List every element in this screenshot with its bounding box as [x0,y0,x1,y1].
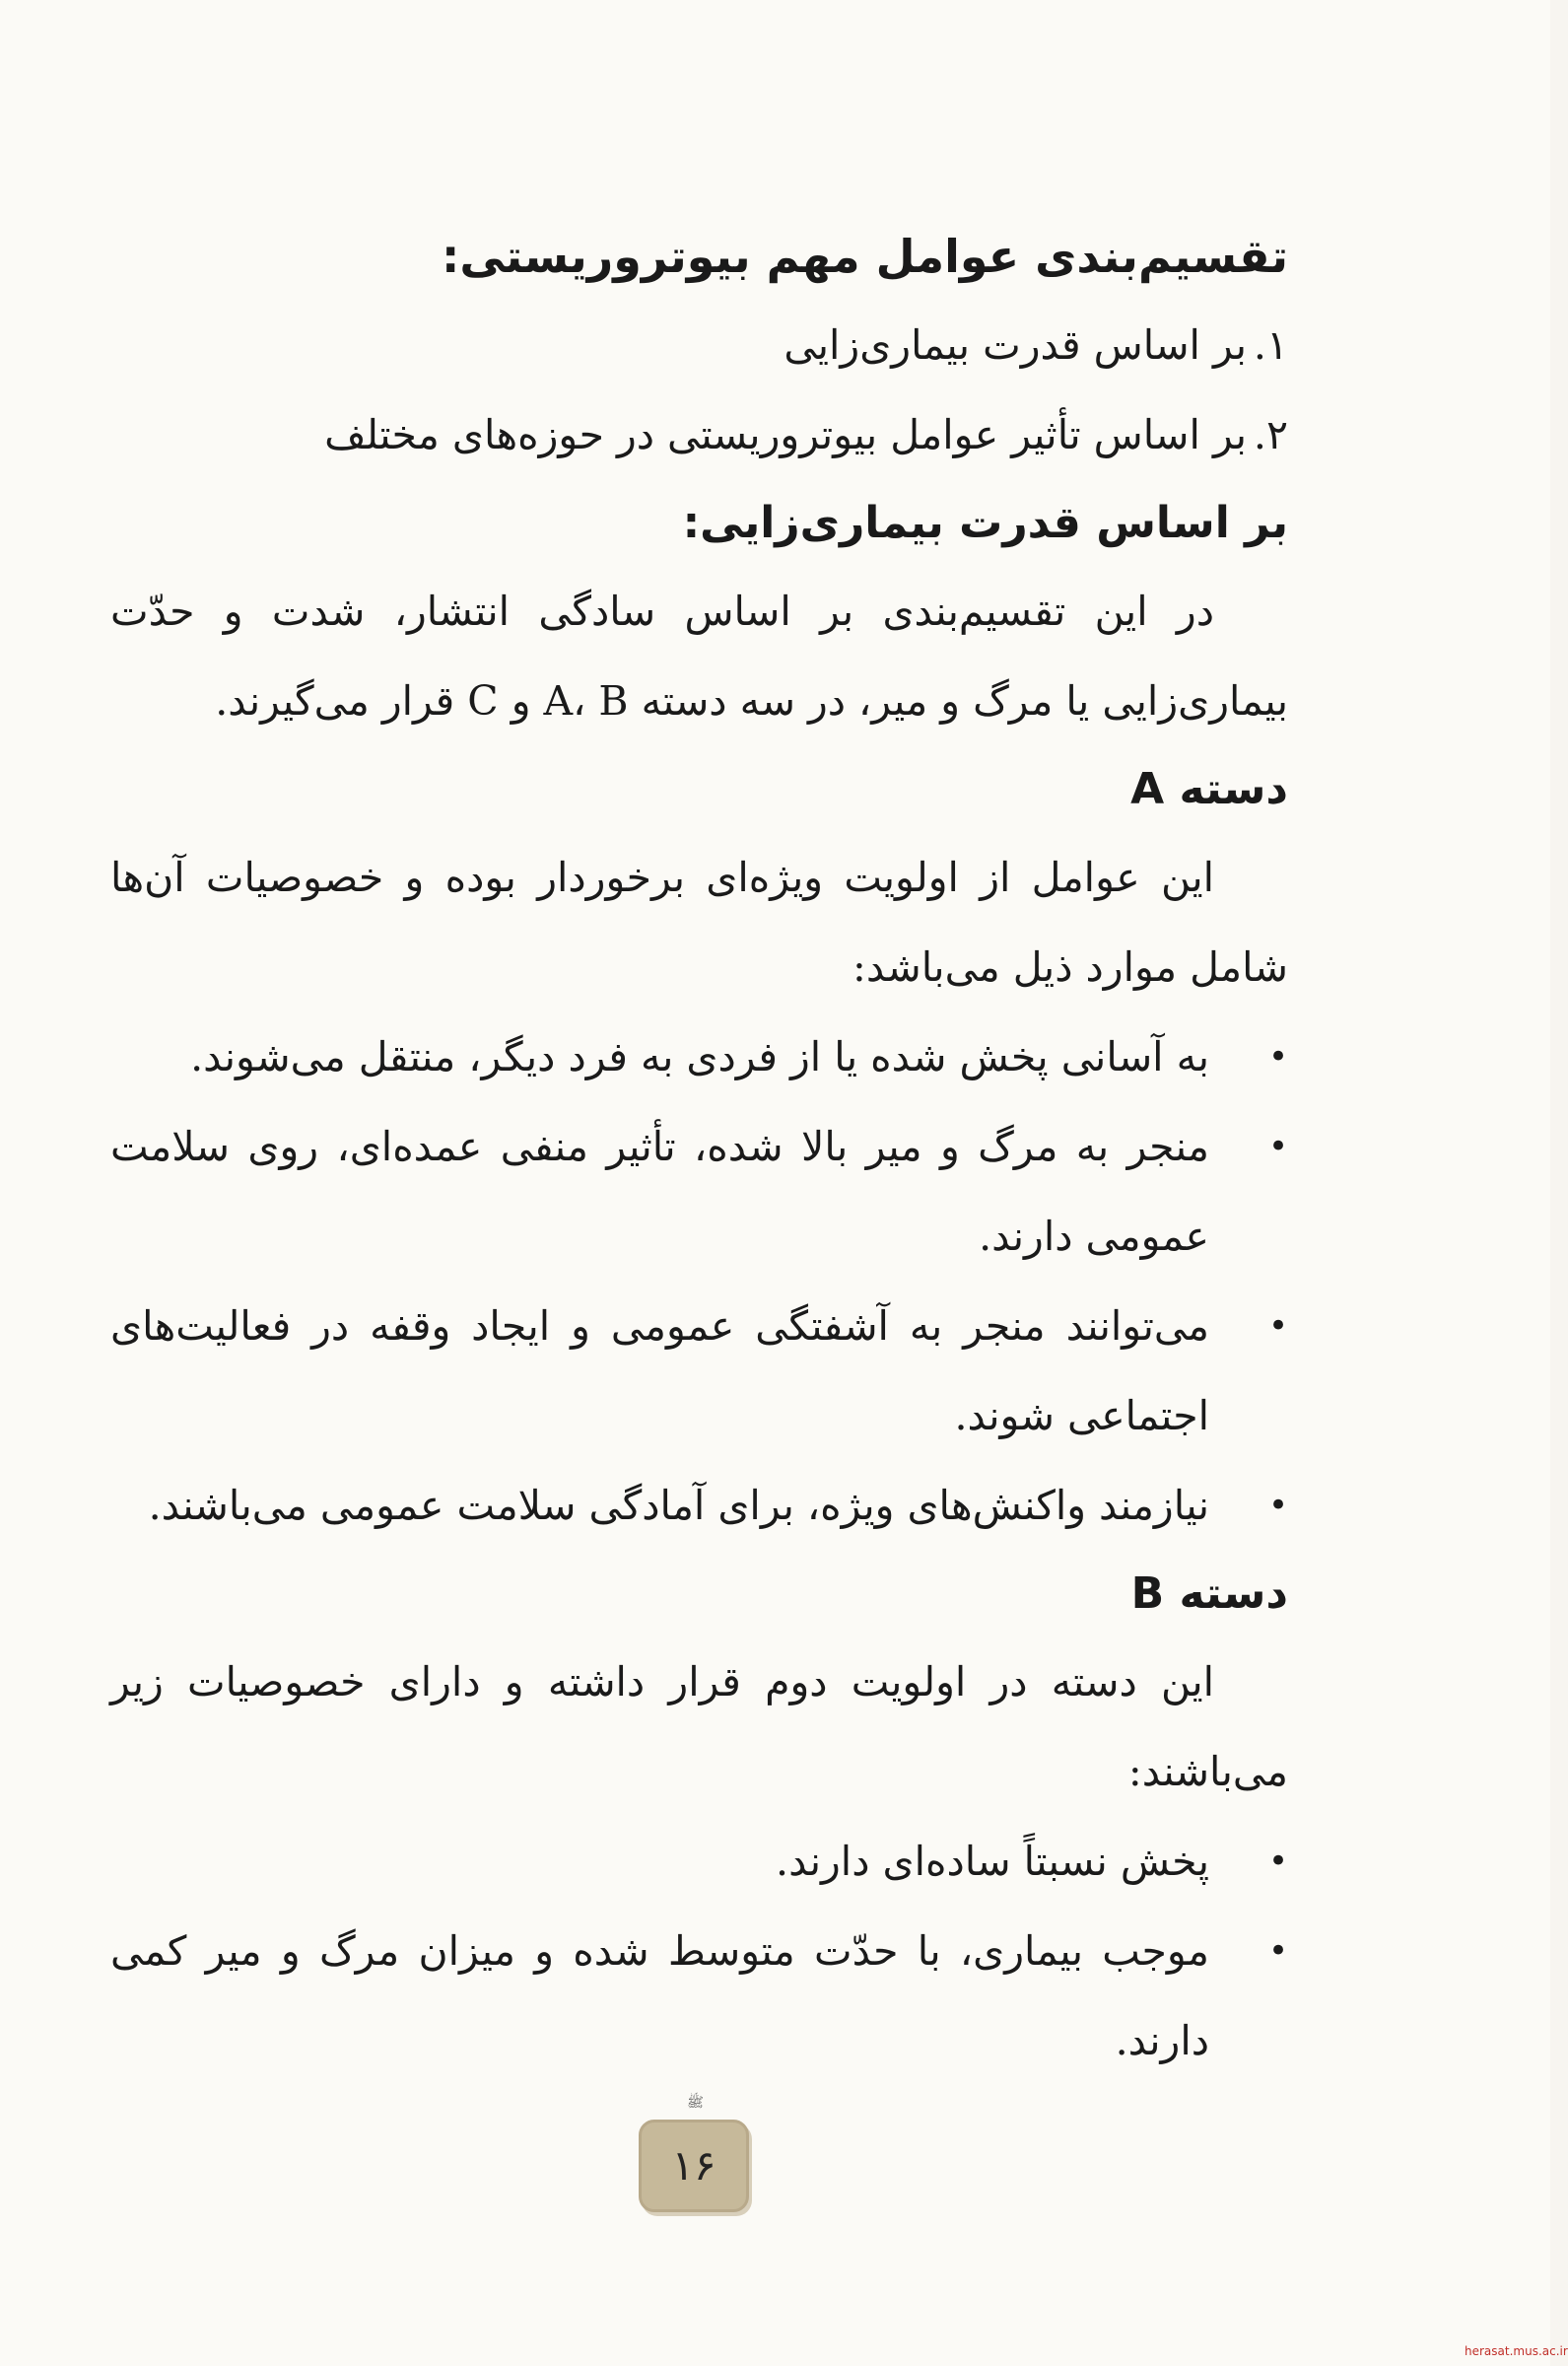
group-b-bullet-list [110,1817,1288,2086]
bullet-icon: • [1267,1842,1288,1881]
group-a-paragraph: این عوامل از اولویت ویژه‌ای برخوردار بوده و خصوصیات آن‌ها شامل موارد ذیل می‌باشد: [110,854,1288,991]
page-number-badge [639,2120,749,2212]
bullet-icon: • [1267,1127,1288,1166]
watermark: herasat.mus.ac.ir [1465,2344,1568,2358]
group-b-heading [110,1551,1288,1637]
group-a-label: دسته [1179,764,1288,814]
list-item [110,1817,1288,1907]
list-item-text: می‌توانند منجر به آشفتگی عمومی و ایجاد وقفه در فعالیت‌های اجتماعی شوند. [110,1302,1209,1439]
numbered-item-number: ۱. [1253,321,1288,369]
list-item-text: موجب بیماری، با حدّت متوسط شده و میزان مرگ و میر کمی دارند. [110,1927,1209,2064]
section-title: بر اساس قدرت بیماری‌زایی: [682,498,1288,548]
bullet-icon: • [1267,1306,1288,1346]
numbered-item-1 [110,301,1288,390]
group-b-label: دسته [1179,1568,1288,1619]
list-item [110,1102,1288,1282]
page-number: ۱۶ [671,2141,716,2190]
main-title: تقسیم‌بندی عوامل مهم بیوتروریستی: [442,230,1288,283]
list-item [110,1907,1288,2086]
page-content [110,212,1288,2086]
numbered-item-number: ۲. [1253,411,1288,458]
list-item [110,1012,1288,1102]
intro-paragraph: در این تقسیم‌بندی بر اساس سادگی انتشار، شدت و حدّت بیماری‌زایی یا مرگ و میر، در سه دسته A، B و C قرار می‌گیرند. [110,588,1288,725]
list-item-text: نیازمند واکنش‌های ویژه، برای آمادگی سلامت عمومی می‌باشند. [148,1482,1209,1529]
group-a-letter: A [1130,764,1165,814]
group-a-bullet-list [110,1012,1288,1551]
bullet-icon: • [1267,1037,1288,1077]
list-item-text: منجر به مرگ و میر بالا شده، تأثیر منفی عمده‌ای، روی سلامت عمومی دارند. [110,1123,1209,1260]
list-item [110,1282,1288,1461]
numbered-item-text: بر اساس قدرت بیماری‌زایی [784,321,1247,369]
group-b-letter: B [1130,1568,1165,1619]
group-b-paragraph: این دسته در اولویت دوم قرار داشته و دارای خصوصیات زیر می‌باشند: [110,1658,1288,1795]
list-item [110,1461,1288,1551]
list-item-text: پخش نسبتاً ساده‌ای دارند. [776,1838,1209,1885]
ornament-mark: ﷺ [687,2095,704,2111]
bullet-icon: • [1267,1931,1288,1971]
numbered-item-2 [110,390,1288,480]
group-a-heading [110,746,1288,833]
list-item-text: به آسانی پخش شده یا از فردی به فرد دیگر، منتقل می‌شوند. [190,1033,1209,1080]
numbered-item-text: بر اساس تأثیر عوامل بیوتروریستی در حوزه‌های مختلف [324,411,1247,458]
bullet-icon: • [1267,1486,1288,1525]
